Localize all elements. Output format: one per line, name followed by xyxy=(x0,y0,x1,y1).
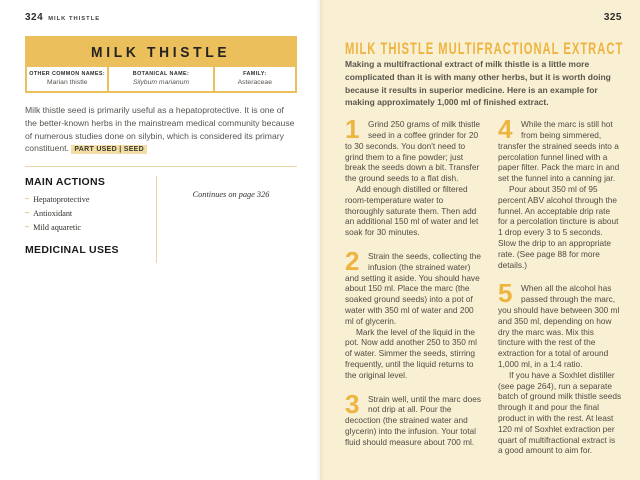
recipe-step xyxy=(345,251,481,381)
action-item xyxy=(25,195,148,204)
recipe-step xyxy=(498,119,622,270)
steps-column-2 xyxy=(498,119,622,469)
page-number-right: 325 xyxy=(603,12,622,23)
main-actions-list xyxy=(25,195,148,232)
paragraph: When all the alcohol has passed through the marc, you should have between 300 ml and 350 ml, depending on how dry the marc was. Mix this tincture with the rest of the extraction for a total of around 1,000 ml, in a 1:4 ratio. xyxy=(498,283,620,369)
action-item xyxy=(25,223,148,232)
paragraph: Add enough distilled or filtered room-temperature water to thoroughly saturate them. Then add an additional 150 ml of water and let soak for 30 minutes. xyxy=(345,183,479,238)
title-box-cells xyxy=(27,67,295,91)
action-label: Mild aquaretic xyxy=(33,223,82,233)
recipe-title-text: MILK THISTLE MULTIFRACTIONAL EXTRACT xyxy=(345,39,624,58)
dash-bullet-icon: – xyxy=(25,208,30,218)
column-divider xyxy=(156,176,157,263)
page-number-left: 324 xyxy=(25,12,44,23)
cell-label: BOTANICAL NAME: xyxy=(132,71,190,77)
cell-value: Silybum marianum xyxy=(132,79,190,86)
title-box-cell xyxy=(27,67,107,91)
paragraph: Grind 250 grams of milk thistle seed in a coffee grinder for 20 to 30 seconds. You don't need to grind them to a fine powder; just break the seeds down a bit. Transfer the ground seeds to a flat dish. xyxy=(345,119,481,184)
cell-value: Asteraceae xyxy=(237,79,272,86)
step-number: 4 xyxy=(498,119,513,145)
cell-label: FAMILY: xyxy=(243,71,267,77)
recipe-title xyxy=(345,33,624,58)
body-column-2 xyxy=(165,176,297,263)
step-number: 3 xyxy=(345,393,360,419)
title-box-cell xyxy=(215,67,295,91)
paragraph: While the marc is still hot from being simmered, transfer the strained seeds into a percolation funnel lined with a paper filter. Pack the marc in and set the funnel into a canning jar. xyxy=(498,119,620,184)
title-box-cell xyxy=(109,67,212,91)
paragraph: Mark the level of the liquid in the pot. Now add another 250 to 350 ml of water. Simmer the seeds, stirring frequently, until the liquid returns to the original level. xyxy=(345,326,477,380)
recipe-step xyxy=(345,394,481,448)
right-page xyxy=(320,0,640,480)
paragraph: If you have a Soxhlet distiller (see page 264), run a separate batch of ground milk thistle seeds through it and pour the final product in with the rest. At least 120 ml of Soxhlet extraction per quart of multifractional extract is a good amount to aim for. xyxy=(498,369,622,456)
body-column-1 xyxy=(25,176,148,263)
step-number: 5 xyxy=(498,283,513,309)
herb-title-box xyxy=(25,36,297,93)
dash-bullet-icon: – xyxy=(25,222,30,232)
running-head-label: MILK THISTLE xyxy=(48,16,101,22)
step-number: 2 xyxy=(345,250,360,276)
action-label: Hepatoprotective xyxy=(33,195,90,205)
dash-bullet-icon: – xyxy=(25,194,30,204)
steps-column-1 xyxy=(345,119,481,469)
medicinal-uses-heading: MEDICINAL USES xyxy=(25,244,119,257)
cell-value: Marian thistle xyxy=(46,79,88,86)
recipe-step xyxy=(345,119,481,238)
paragraph: Strain the seeds, collecting the infusion (the strained water) and setting it aside. You should have about 150 ml. Place the marc (the soaked ground seeds) into a pot of water with 350 ml of water and 200 ml of glycerin. xyxy=(345,250,481,326)
two-column-body xyxy=(25,166,297,263)
main-actions-heading: MAIN ACTIONS xyxy=(25,176,106,189)
intro-paragraph xyxy=(25,104,297,157)
herb-title xyxy=(27,38,295,67)
cell-label: OTHER COMMON NAMES: xyxy=(29,71,106,77)
recipe-step xyxy=(498,283,622,456)
intro-text: Milk thistle seed is primarily useful as a hepatoprotective. It is one of the better-known herbs in the mainstream medical community because of numerous studies done on silybin, which is considered its primary constituent. xyxy=(25,105,295,154)
part-used-tag: PART USED | SEED xyxy=(71,145,147,154)
recipe-steps xyxy=(345,119,622,469)
action-label: Antioxidant xyxy=(33,209,73,219)
step-number: 1 xyxy=(345,119,360,145)
paragraph: Pour about 350 ml of 95 percent ABV alcohol through the funnel. An acceptable drip rate for a percolation tincture is about 1 drop every 3 to 5 seconds. Slow the drip to an appropriate rate. (See page 88 for more details.) xyxy=(498,183,619,270)
recipe-intro: Making a multifractional extract of milk thistle is a little more complicated than it is with many other herbs, but it is worth doing because it results in superior medicine. Here is an example for making approximately 1,000 ml of finished extract. xyxy=(345,59,611,108)
action-item xyxy=(25,209,148,218)
book-spine-shadow xyxy=(316,0,324,480)
herb-title-text: MILK THISTLE xyxy=(91,44,231,61)
paragraph: Strain well, until the marc does not drip at all. Pour the decoction (the strained water and glycerin) into the infusion. Your total fluid should measure about 700 ml. xyxy=(345,393,481,447)
running-header xyxy=(25,12,297,23)
continues-note: Continues on page 326 xyxy=(192,190,270,200)
